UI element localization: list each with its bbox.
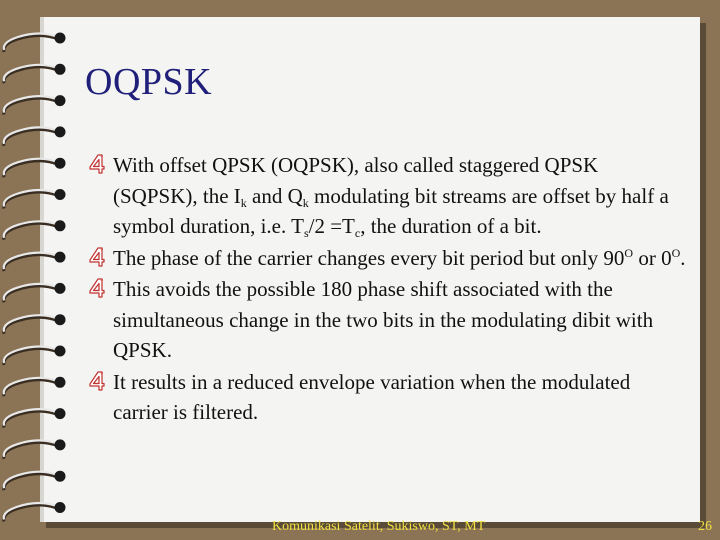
spiral-ring [4, 33, 66, 53]
bullet-text [113, 277, 653, 362]
bullet-item [86, 243, 686, 274]
text-run: The phase of the carrier changes every bit period but only 90 [113, 245, 625, 270]
subscript: k [240, 195, 247, 210]
spiral-ring [4, 346, 66, 366]
bullet-text [113, 370, 630, 425]
bullet-item [86, 274, 686, 366]
text-run: It results in a reduced envelope variation when the modulated carrier is filtered. [113, 369, 631, 424]
spiral-ring [4, 377, 66, 397]
text-run: With offset QPSK (OQPSK), also called staggered QPSK (SQPSK), the I [113, 153, 599, 208]
spiral-ring [4, 471, 66, 491]
spiral-ring [4, 439, 66, 459]
spiral-ring [4, 64, 66, 84]
bullet-list [86, 150, 686, 429]
page-number: 26 [698, 519, 712, 534]
number-4-icon [87, 153, 105, 175]
subscript: s [303, 226, 309, 240]
number-4-icon [87, 277, 105, 299]
spiral-ring [4, 252, 66, 272]
number-4-icon [87, 370, 105, 392]
bullet-item [86, 150, 686, 242]
text-run: . [680, 245, 686, 270]
spiral-ring [4, 158, 66, 178]
text-run: /2 =T [308, 214, 355, 238]
spiral-ring [4, 189, 66, 209]
spiral-ring [4, 220, 66, 240]
slide-footer: Komunikasi Satelit, Sukiswo, ST, MT [272, 519, 486, 534]
text-run: , the duration of a bit. [360, 214, 542, 238]
spiral-ring [4, 95, 66, 115]
bullet-item [86, 367, 686, 428]
subscript: k [302, 195, 309, 210]
spiral-binding [0, 0, 80, 540]
spiral-ring [4, 314, 66, 334]
number-4-icon [87, 246, 105, 268]
superscript: O [671, 245, 681, 260]
bullet-text [113, 153, 669, 238]
spiral-ring [4, 126, 66, 146]
spiral-ring [4, 502, 66, 522]
subscript: c [354, 226, 361, 240]
text-run: This avoids the possible 180 phase shift associated with the simultaneous change in the two bits in the modulating dibit with QPSK. [113, 277, 654, 362]
text-run: modulating bit streams are offset by half a symbol duration, i.e. T [113, 183, 669, 238]
spiral-ring [4, 283, 66, 303]
slide-title: OQPSK [85, 61, 213, 103]
bullet-text [113, 246, 686, 270]
text-run: and Q [246, 183, 303, 208]
text-run: or 0 [633, 245, 672, 270]
superscript: O [624, 245, 634, 260]
spiral-ring [4, 408, 66, 428]
